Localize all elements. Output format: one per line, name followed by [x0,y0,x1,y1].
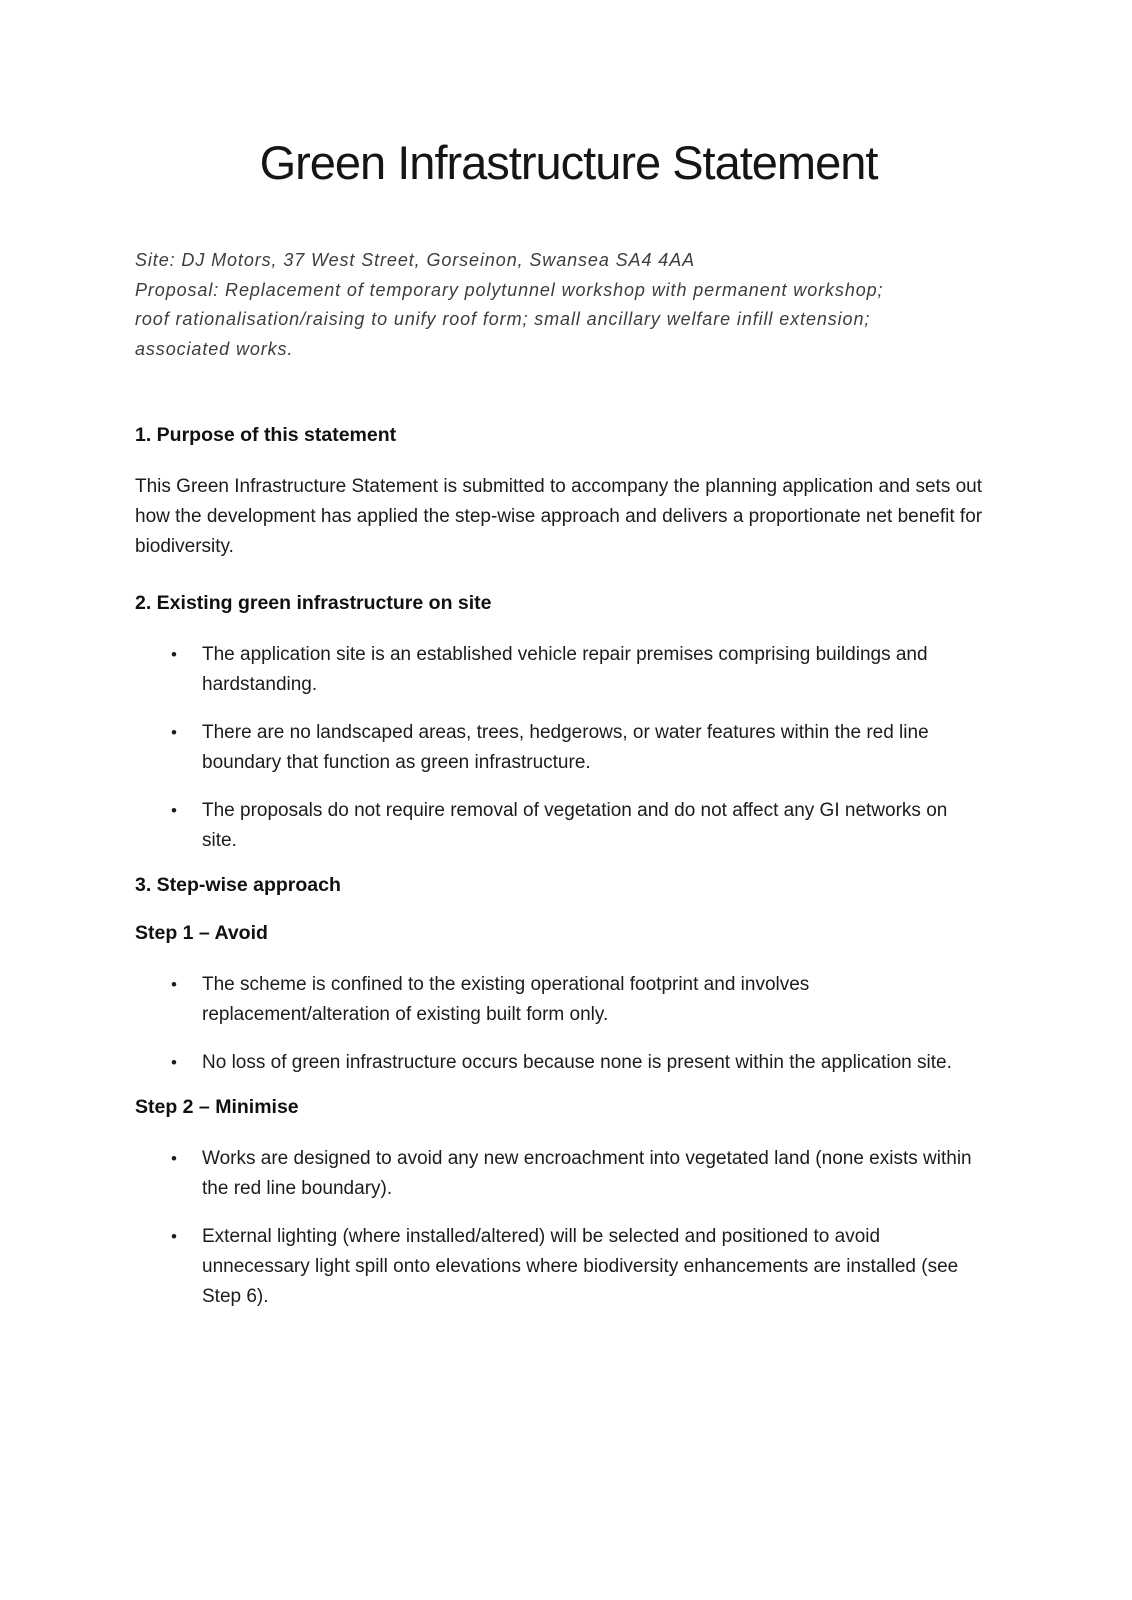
bullet-item [135,1144,980,1204]
bullet-text: The scheme is confined to the existing operational footprint and involves replacement/alteration of existing built form only. [202,974,810,1025]
bullet-item [135,640,980,700]
section-heading-purpose: 1. Purpose of this statement [135,424,397,446]
bullet-item [135,718,980,778]
section-purpose [135,424,1002,562]
bullet-text: There are no landscaped areas, trees, hedgerows, or water features within the red line boundary that function as green infrastructure. [202,722,929,773]
step1-heading: Step 1 – Avoid [135,922,268,944]
site-proposal-block [135,246,1002,364]
subsection-step2-minimise [135,1096,1002,1312]
purpose-paragraph: This Green Infrastructure Statement is submitted to accompany the planning application and sets out how the development has applied the step-wise approach and delivers a proportionate net benefit for biodiversity. [135,476,983,557]
bullet-marker-icon: • [171,975,177,994]
bullet-marker-icon: • [171,801,177,820]
proposal-line-3: associated works. [135,338,294,359]
page-title: Green Infrastructure Statement [259,136,878,189]
bullet-text: The proposals do not require removal of vegetation and do not affect any GI networks on site. [202,800,948,851]
proposal-line-2: roof rationalisation/raising to unify roof form; small ancillary welfare infill extension; [135,309,871,329]
bullet-marker-icon: • [171,645,177,664]
bullet-item [135,970,980,1030]
bullet-marker-icon: • [171,1149,177,1168]
step2-heading: Step 2 – Minimise [135,1096,299,1118]
bullet-text: External lighting (where installed/altered) will be selected and positioned to avoid unnecessary light spill onto elevations where biodiversity enhancements are installed (see Step 6). [202,1226,959,1307]
bullet-text: The application site is an established vehicle repair premises comprising buildings and hardstanding. [202,644,928,695]
section-heading-stepwise: 3. Step-wise approach [135,874,341,896]
bullet-item [135,1048,980,1078]
step2-bullet-list [135,1144,1002,1312]
bullet-text: No loss of green infrastructure occurs because none is present within the application site. [202,1052,952,1073]
bullet-marker-icon: • [171,1053,177,1072]
bullet-marker-icon: • [171,1227,177,1246]
section-stepwise [135,874,1002,1312]
subsection-step1-avoid [135,922,1002,1078]
bullet-marker-icon: • [171,723,177,742]
site-line: Site: DJ Motors, 37 West Street, Gorseinon, Swansea SA4 4AA [135,250,695,270]
step1-bullet-list [135,970,1002,1078]
section-existing-gi [135,592,1002,856]
proposal-line-1: Proposal: Replacement of temporary polytunnel workshop with permanent workshop; [135,279,884,300]
bullet-item [135,1222,980,1312]
existing-gi-bullet-list [135,640,1002,856]
section-heading-existing-gi: 2. Existing green infrastructure on site [135,592,492,614]
bullet-text: Works are designed to avoid any new encroachment into vegetated land (none exists within the red line boundary). [202,1148,972,1199]
bullet-item [135,796,980,856]
